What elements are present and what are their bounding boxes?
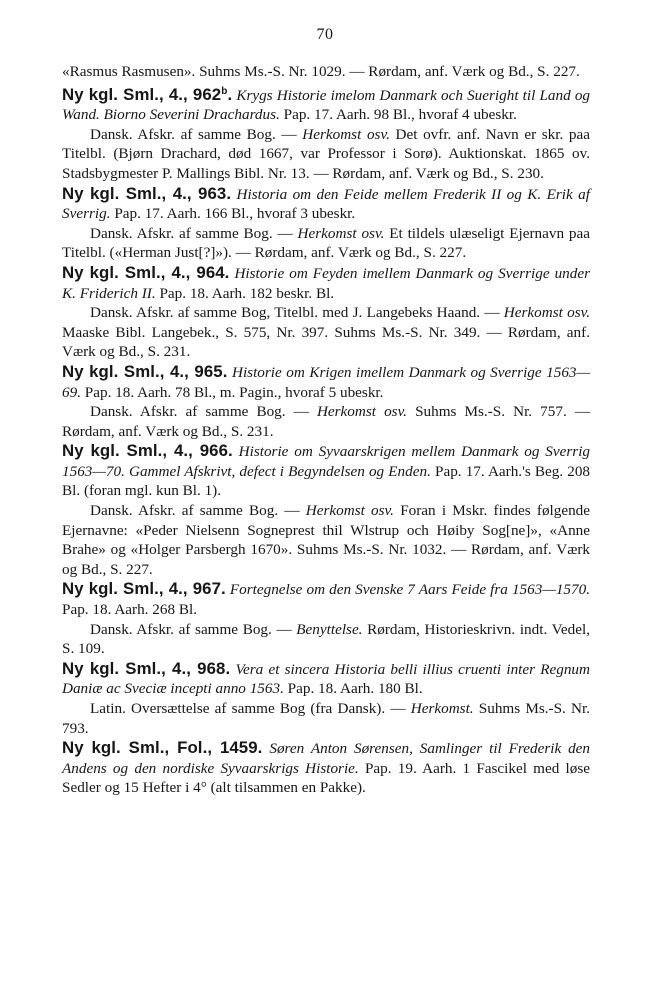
manuscript-title: Søren Anton Sørensen, Samlinger til Frederik den Andens og den nordiske Syvaarskrigs Historie. xyxy=(62,740,591,777)
provenance-label: Herkomst osv. xyxy=(302,125,390,143)
catalog-entry xyxy=(62,82,590,184)
entry-header-paragraph xyxy=(62,659,590,699)
provenance-label: Herkomst osv. xyxy=(305,502,394,520)
provenance-label: Herkomst osv. xyxy=(503,304,591,322)
catalog-entry xyxy=(62,738,590,798)
entry-notes: Dansk. Afskr. af samme Bog, Titelbl. med J. Langebeks Haand. — Herkomst osv. Maaske Bibl. Langebek., S. 575, Nr. 397. Suhms Ms.-S. Nr. 349. — Rørdam, anf. Værk og Bd., S. 231. xyxy=(62,304,591,361)
physical-description: Pap. 17. Aarh. 166 Bl., hvoraf 3 ubeskr. xyxy=(114,205,356,223)
manuscript-title: Historie om Syvaarskrigen mellem Danmark og Sverrig 1563—70. Gammel Afskrivt, defect i Begyndelsen og Enden. xyxy=(62,443,591,480)
entry-notes: Latin. Oversættelse af samme Bog (fra Dansk). — Herkomst. Suhms Ms.-S. Nr. 793. xyxy=(62,700,591,737)
shelfmark-heading: Ny kgl. Sml., 4., 966. xyxy=(62,441,233,461)
continuation-paragraph: «Rasmus Rasmusen». Suhms Ms.-S. Nr. 1029. — Rørdam, anf. Værk og Bd., S. 227. xyxy=(62,63,580,80)
provenance-label: Herkomst. xyxy=(410,700,474,717)
entry-header-paragraph xyxy=(62,184,590,224)
catalog-entry xyxy=(62,263,590,362)
entry-header-paragraph xyxy=(62,579,590,619)
entry-notes: Dansk. Afskr. af samme Bog. — Herkomst osv. Suhms Ms.-S. Nr. 757. — Rørdam, anf. Værk og Bd., S. 231. xyxy=(62,403,591,440)
shelfmark-heading: Ny kgl. Sml., 4., 964. xyxy=(62,262,230,282)
physical-description: Pap. 19. Aarh. 1 Fascikel med løse Sedler og 15 Hefter i 4° (alt tilsammen en Pakke). xyxy=(62,759,591,797)
provenance-label: Herkomst osv. xyxy=(297,224,385,242)
entry-header-paragraph xyxy=(62,362,590,402)
entry-header-paragraph xyxy=(62,82,590,125)
catalog-entry xyxy=(62,441,590,579)
shelfmark-heading: Ny kgl. Sml., 4., 963. xyxy=(62,183,232,203)
entry-notes: Dansk. Afskr. af samme Bog. — Benyttelse. Rørdam, Historieskrivn. indt. Vedel, S. 109. xyxy=(62,620,590,658)
shelfmark-heading: Ny kgl. Sml., Fol., 1459. xyxy=(62,738,263,758)
manuscript-title: Historia om den Feide mellem Frederik II og K. Erik af Sverrig. xyxy=(62,185,590,223)
manuscript-title: Fortegnelse om den Svenske 7 Aars Feide fra 1563—1570. xyxy=(229,581,590,599)
catalog-entry xyxy=(62,659,590,738)
catalog-entry xyxy=(62,579,590,658)
entry-notes: Dansk. Afskr. af samme Bog. — Herkomst osv. Det ovfr. anf. Navn er skr. paa Titelbl. (Bjørn Drachard, død 1667, var Professor i Sorø). Auktionskat. 1865 ov. Stadsbygmester P. Mallings Bibl. Nr. 13. — Rørdam, anf. Værk og Bd., S. 230. xyxy=(62,125,591,182)
entry-header-paragraph xyxy=(62,441,590,501)
physical-description: Pap. 17. Aarh. 98 Bl., hvoraf 4 ubeskr. xyxy=(283,106,517,124)
manuscript-title: Krygs Historie imelom Danmark och Sueright til Land og Wand. Biorno Severini Drachardus. xyxy=(62,86,591,124)
catalog-entry xyxy=(62,184,590,263)
shelfmark-heading: Ny kgl. Sml., 4., 968. xyxy=(62,658,231,678)
physical-description: Pap. 18. Aarh. 78 Bl., m. Pagin., hvoraf 5 ubeskr. xyxy=(84,383,384,401)
manuscript-title: Vera et sincera Historia belli illius cruenti inter Regnum Daniæ ac Sveciæ incepti anno 1563. xyxy=(62,660,590,698)
catalog-text xyxy=(62,62,590,798)
entry-header-paragraph xyxy=(62,738,590,798)
usage-label: Benyttelse. xyxy=(296,620,363,638)
entry-notes: Dansk. Afskr. af samme Bog. — Herkomst osv. Foran i Mskr. findes følgende Ejernavne: «Peder Nielsenn Sogneprest thil Wlstrup och Høiby Sog[ne]», «Anne Brahe» og «Holger Parsbergh 1670». Suhms Ms.-S. Nr. 1032. — Rørdam, anf. Værk og Bd., S. 227. xyxy=(62,502,591,578)
physical-description: Pap. 17. Aarh.'s Beg. 208 Bl. (foran mgl. kun Bl. 1). xyxy=(62,462,591,500)
shelfmark-heading: Ny kgl. Sml., 4., 965. xyxy=(62,361,228,381)
shelfmark-heading: Ny kgl. Sml., 4., 967. xyxy=(62,579,226,599)
physical-description: Pap. 18. Aarh. 180 Bl. xyxy=(287,680,423,698)
catalog-entry xyxy=(62,362,590,441)
physical-description: Pap. 18. Aarh. 268 Bl. xyxy=(62,601,197,619)
physical-description: Pap. 18. Aarh. 182 beskr. Bl. xyxy=(159,284,335,302)
entry-notes: Dansk. Afskr. af samme Bog. — Herkomst osv. Et tildels ulæseligt Ejernavn paa Titelbl. («Herman Just[?]»). — Rørdam, anf. Værk og Bd., S. 227. xyxy=(62,224,591,262)
page-number: 70 xyxy=(316,26,334,43)
shelfmark-superscript: b xyxy=(221,85,228,97)
manuscript-title: Historie om Krigen imellem Danmark og Sverrige 1563—69. xyxy=(62,363,591,401)
entry-header-paragraph xyxy=(62,263,590,303)
shelfmark-heading: Ny kgl. Sml., 4., 962$^b$. xyxy=(62,84,233,104)
manuscript-title: Historie om Feyden imellem Danmark og Sverrige under K. Friderich II. xyxy=(62,264,590,302)
provenance-label: Herkomst osv. xyxy=(316,403,407,421)
